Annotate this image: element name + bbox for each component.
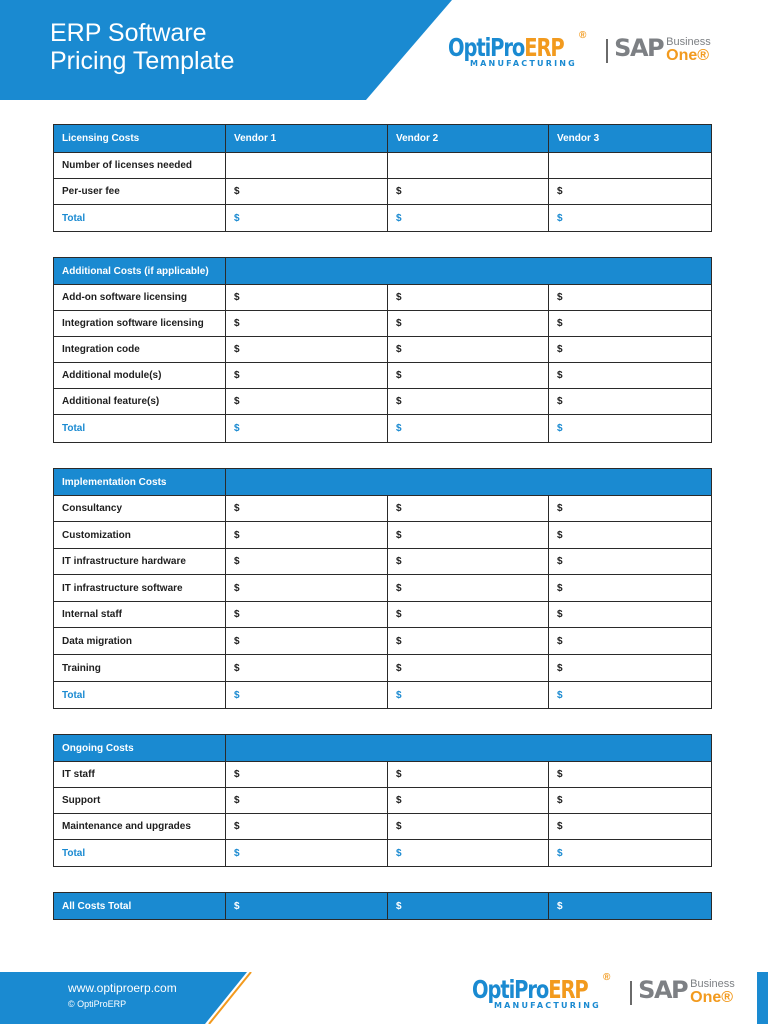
vendor-3-cell[interactable]: $: [549, 496, 712, 522]
total-row: [54, 840, 712, 867]
table-row: [54, 363, 712, 389]
table-row: [54, 655, 712, 682]
table-header-row: [54, 258, 712, 285]
table-row: [54, 285, 712, 311]
total-row: [54, 205, 712, 232]
vendor-3-header: Vendor 3: [549, 125, 712, 153]
row-label: Additional module(s): [54, 363, 226, 389]
vendor-1-cell[interactable]: $: [226, 628, 388, 655]
row-label: Number of licenses needed: [54, 153, 226, 179]
vendor-3-grand-total[interactable]: $: [549, 893, 712, 920]
vendor-1-cell[interactable]: $: [226, 575, 388, 602]
vendor-1-cell[interactable]: $: [226, 337, 388, 363]
row-label: IT infrastructure hardware: [54, 549, 226, 575]
vendor-2-cell[interactable]: $: [388, 628, 549, 655]
vendor-1-cell[interactable]: $: [226, 285, 388, 311]
vendor-1-total[interactable]: $: [226, 415, 388, 443]
vendor-3-cell[interactable]: [549, 153, 712, 179]
vendor-2-total[interactable]: $: [388, 840, 549, 867]
vendor-3-cell[interactable]: $: [549, 602, 712, 628]
total-label: Total: [54, 415, 226, 443]
vendor-1-cell[interactable]: $: [226, 389, 388, 415]
footer-edge-bar: [757, 972, 768, 1024]
table-row: [54, 788, 712, 814]
optiproerp-logo: OptiProERP ® MANUFACTURING: [472, 972, 611, 1010]
table-row: [54, 814, 712, 840]
vendor-2-cell[interactable]: $: [388, 311, 549, 337]
vendor-1-cell[interactable]: $: [226, 602, 388, 628]
table-row: [54, 762, 712, 788]
row-label: Per-user fee: [54, 179, 226, 205]
header-fill: [226, 735, 712, 762]
table-row: [54, 575, 712, 602]
total-label: Total: [54, 682, 226, 709]
vendor-2-cell[interactable]: $: [388, 655, 549, 682]
licensing-costs-heading: Licensing Costs: [54, 125, 226, 153]
vendor-1-cell[interactable]: [226, 153, 388, 179]
vendor-1-total[interactable]: $: [226, 682, 388, 709]
business-one-logo: Business One®: [666, 36, 711, 64]
row-label: Internal staff: [54, 602, 226, 628]
vendor-1-cell[interactable]: $: [226, 814, 388, 840]
table-row: [54, 153, 712, 179]
vendor-2-cell[interactable]: $: [388, 602, 549, 628]
vendor-1-cell[interactable]: $: [226, 179, 388, 205]
vendor-3-cell[interactable]: $: [549, 522, 712, 549]
total-label: Total: [54, 205, 226, 232]
vendor-2-cell[interactable]: $: [388, 285, 549, 311]
vendor-2-total[interactable]: $: [388, 682, 549, 709]
implementation-costs-heading: Implementation Costs: [54, 469, 226, 496]
vendor-3-cell[interactable]: $: [549, 655, 712, 682]
vendor-2-cell[interactable]: [388, 153, 549, 179]
table-row: [54, 522, 712, 549]
business-one-logo: Business One®: [690, 978, 735, 1006]
vendor-1-total[interactable]: $: [226, 840, 388, 867]
vendor-2-cell[interactable]: $: [388, 549, 549, 575]
vendor-2-cell[interactable]: $: [388, 522, 549, 549]
row-label: Integration software licensing: [54, 311, 226, 337]
header-fill: [226, 258, 712, 285]
page-title: [50, 19, 234, 75]
row-label: IT staff: [54, 762, 226, 788]
table-header-row: [54, 469, 712, 496]
vendor-1-cell[interactable]: $: [226, 311, 388, 337]
row-label: Data migration: [54, 628, 226, 655]
vendor-1-cell[interactable]: $: [226, 363, 388, 389]
vendor-3-total[interactable]: $: [549, 205, 712, 232]
additional-costs-table: [53, 257, 712, 443]
row-label: Consultancy: [54, 496, 226, 522]
optipro-sap-logo: [448, 30, 711, 68]
vendor-3-cell[interactable]: $: [549, 311, 712, 337]
row-label: IT infrastructure software: [54, 575, 226, 602]
logo-divider: [630, 981, 632, 1005]
vendor-2-total[interactable]: $: [388, 205, 549, 232]
logo-divider: [606, 39, 608, 63]
vendor-1-cell[interactable]: $: [226, 788, 388, 814]
vendor-3-cell[interactable]: $: [549, 814, 712, 840]
footer-optipro-sap-logo: [472, 972, 735, 1010]
table-header-row: [54, 125, 712, 153]
grand-total-label: All Costs Total: [54, 893, 226, 920]
page-title-line2: Pricing Template: [50, 47, 235, 75]
optiproerp-logo: OptiProERP ® MANUFACTURING: [448, 30, 587, 68]
footer-website-link[interactable]: www.optiproerp.com: [68, 981, 177, 995]
row-label: Maintenance and upgrades: [54, 814, 226, 840]
total-row: [54, 415, 712, 443]
vendor-2-total[interactable]: $: [388, 415, 549, 443]
table-row: [54, 179, 712, 205]
footer-copyright: © OptiProERP: [68, 999, 127, 1009]
table-row: [54, 628, 712, 655]
table-row: [54, 496, 712, 522]
vendor-2-header: Vendor 2: [388, 125, 549, 153]
vendor-2-cell[interactable]: $: [388, 814, 549, 840]
vendor-2-cell[interactable]: $: [388, 389, 549, 415]
vendor-1-cell[interactable]: $: [226, 655, 388, 682]
table-row: [54, 337, 712, 363]
vendor-2-grand-total[interactable]: $: [388, 893, 549, 920]
grand-total-row: [54, 893, 712, 920]
vendor-1-cell[interactable]: $: [226, 549, 388, 575]
implementation-costs-table: [53, 468, 712, 709]
row-label: Customization: [54, 522, 226, 549]
vendor-1-cell[interactable]: $: [226, 522, 388, 549]
sap-logo-text: SAP: [614, 34, 664, 62]
footer-banner: [0, 972, 256, 1024]
vendor-1-cell[interactable]: $: [226, 496, 388, 522]
row-label: Support: [54, 788, 226, 814]
vendor-3-total[interactable]: $: [549, 682, 712, 709]
sap-logo-text: SAP: [638, 976, 688, 1004]
ongoing-costs-table: [53, 734, 712, 867]
vendor-2-cell[interactable]: $: [388, 762, 549, 788]
vendor-1-header: Vendor 1: [226, 125, 388, 153]
vendor-2-cell[interactable]: $: [388, 496, 549, 522]
vendor-3-cell[interactable]: $: [549, 549, 712, 575]
row-label: Training: [54, 655, 226, 682]
table-header-row: [54, 735, 712, 762]
vendor-3-cell[interactable]: $: [549, 628, 712, 655]
page-title-line1: ERP Software: [50, 19, 207, 47]
table-row: [54, 602, 712, 628]
vendor-1-grand-total[interactable]: $: [226, 893, 388, 920]
ongoing-costs-heading: Ongoing Costs: [54, 735, 226, 762]
vendor-2-cell[interactable]: $: [388, 363, 549, 389]
row-label: Add-on software licensing: [54, 285, 226, 311]
vendor-1-total[interactable]: $: [226, 205, 388, 232]
row-label: Additional feature(s): [54, 389, 226, 415]
vendor-3-cell[interactable]: $: [549, 575, 712, 602]
vendor-3-cell[interactable]: $: [549, 389, 712, 415]
vendor-3-cell[interactable]: $: [549, 179, 712, 205]
vendor-3-cell[interactable]: $: [549, 337, 712, 363]
vendor-3-total[interactable]: $: [549, 415, 712, 443]
vendor-3-total[interactable]: $: [549, 840, 712, 867]
total-label: Total: [54, 840, 226, 867]
vendor-2-cell[interactable]: $: [388, 788, 549, 814]
table-row: [54, 389, 712, 415]
vendor-3-cell[interactable]: $: [549, 762, 712, 788]
vendor-3-cell[interactable]: $: [549, 788, 712, 814]
licensing-costs-table: [53, 124, 712, 232]
additional-costs-heading: Additional Costs (if applicable): [54, 258, 226, 285]
vendor-2-cell[interactable]: $: [388, 575, 549, 602]
table-row: [54, 311, 712, 337]
vendor-1-cell[interactable]: $: [226, 762, 388, 788]
vendor-3-cell[interactable]: $: [549, 285, 712, 311]
vendor-3-cell[interactable]: $: [549, 363, 712, 389]
table-row: [54, 549, 712, 575]
total-row: [54, 682, 712, 709]
all-costs-total-table: [53, 892, 712, 920]
row-label: Integration code: [54, 337, 226, 363]
vendor-2-cell[interactable]: $: [388, 179, 549, 205]
vendor-2-cell[interactable]: $: [388, 337, 549, 363]
header-fill: [226, 469, 712, 496]
